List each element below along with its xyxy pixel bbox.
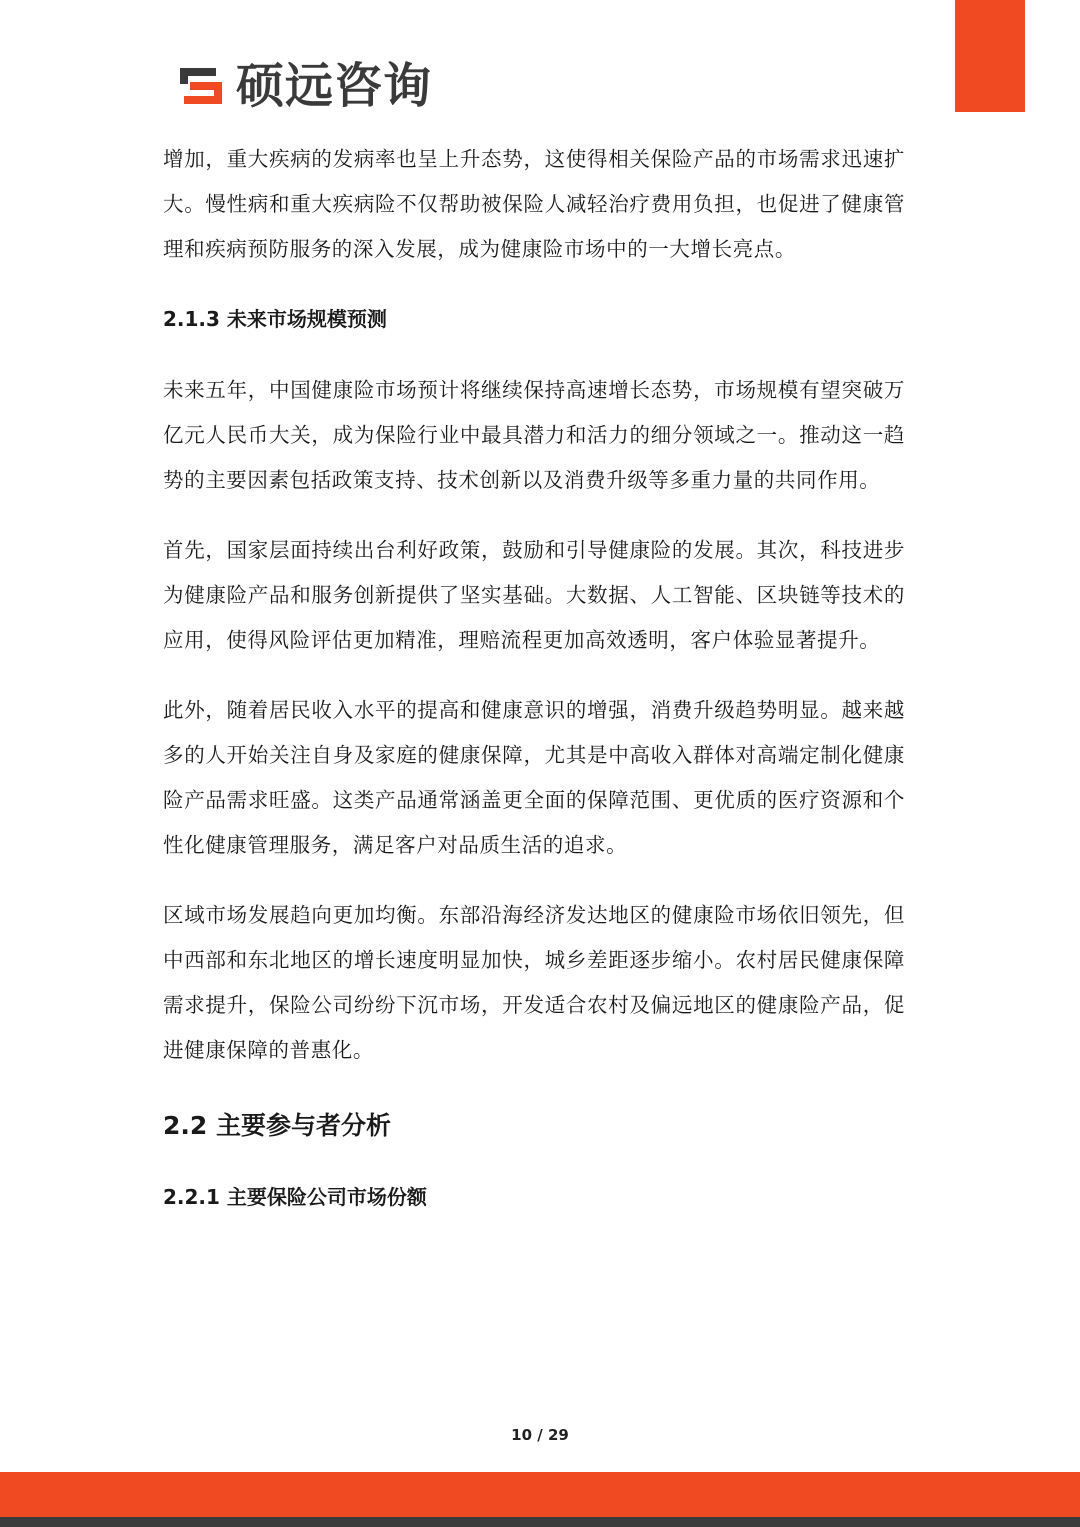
section-heading-2-2-1: 2.2.1 主要保险公司市场份额 bbox=[163, 1185, 427, 1209]
intro-paragraph: 增加，重大疾病的发病率也呈上升态势，这使得相关保险产品的市场需求迅速扩大。慢性病和重大疾病险不仅帮助被保险人减轻治疗费用负担，也促进了健康管理和疾病预防服务的深入发展，成为健康险市场中的一大增长亮点。 bbox=[163, 147, 905, 261]
paragraph-4: 区域市场发展趋向更加均衡。东部沿海经济发达地区的健康险市场依旧领先，但中西部和东北地区的增长速度明显加快，城乡差距逐步缩小。农村居民健康保障需求提升，保险公司纷纷下沉市场，开发适合农村及偏远地区的健康险产品，促进健康保障的普惠化。 bbox=[163, 903, 905, 1062]
section-heading-2-1-3: 2.1.3 未来市场规模预测 bbox=[163, 307, 387, 331]
page-number: 10 / 29 bbox=[511, 1426, 569, 1444]
section-heading-2-2: 2.2 主要参与者分析 bbox=[163, 1111, 391, 1140]
paragraph-1: 未来五年，中国健康险市场预计将继续保持高速增长态势，市场规模有望突破万亿元人民币大关，成为保险行业中最具潜力和活力的细分领域之一。推动这一趋势的主要因素包括政策支持、技术创新以及消费升级等多重力量的共同作用。 bbox=[163, 378, 905, 492]
paragraph-2: 首先，国家层面持续出台利好政策，鼓励和引导健康险的发展。其次，科技进步为健康险产品和服务创新提供了坚实基础。大数据、人工智能、区块链等技术的应用，使得风险评估更加精准，理赔流程更加高效透明，客户体验显著提升。 bbox=[163, 538, 905, 652]
page-content bbox=[163, 137, 905, 1220]
brand-s-mark-icon bbox=[176, 62, 226, 110]
company-logo bbox=[176, 58, 432, 114]
paragraph-3: 此外，随着居民收入水平的提高和健康意识的增强，消费升级趋势明显。越来越多的人开始关注自身及家庭的健康保障，尤其是中高收入群体对高端定制化健康险产品需求旺盛。这类产品通常涵盖更全面的保障范围、更优质的医疗资源和个性化健康管理服务，满足客户对品质生活的追求。 bbox=[163, 698, 905, 857]
footer-dark-strip bbox=[0, 1517, 1080, 1527]
corner-accent-block bbox=[955, 0, 1025, 112]
logo-text: 硕远咨询 bbox=[236, 58, 433, 114]
footer-accent-bar bbox=[0, 1472, 1080, 1517]
